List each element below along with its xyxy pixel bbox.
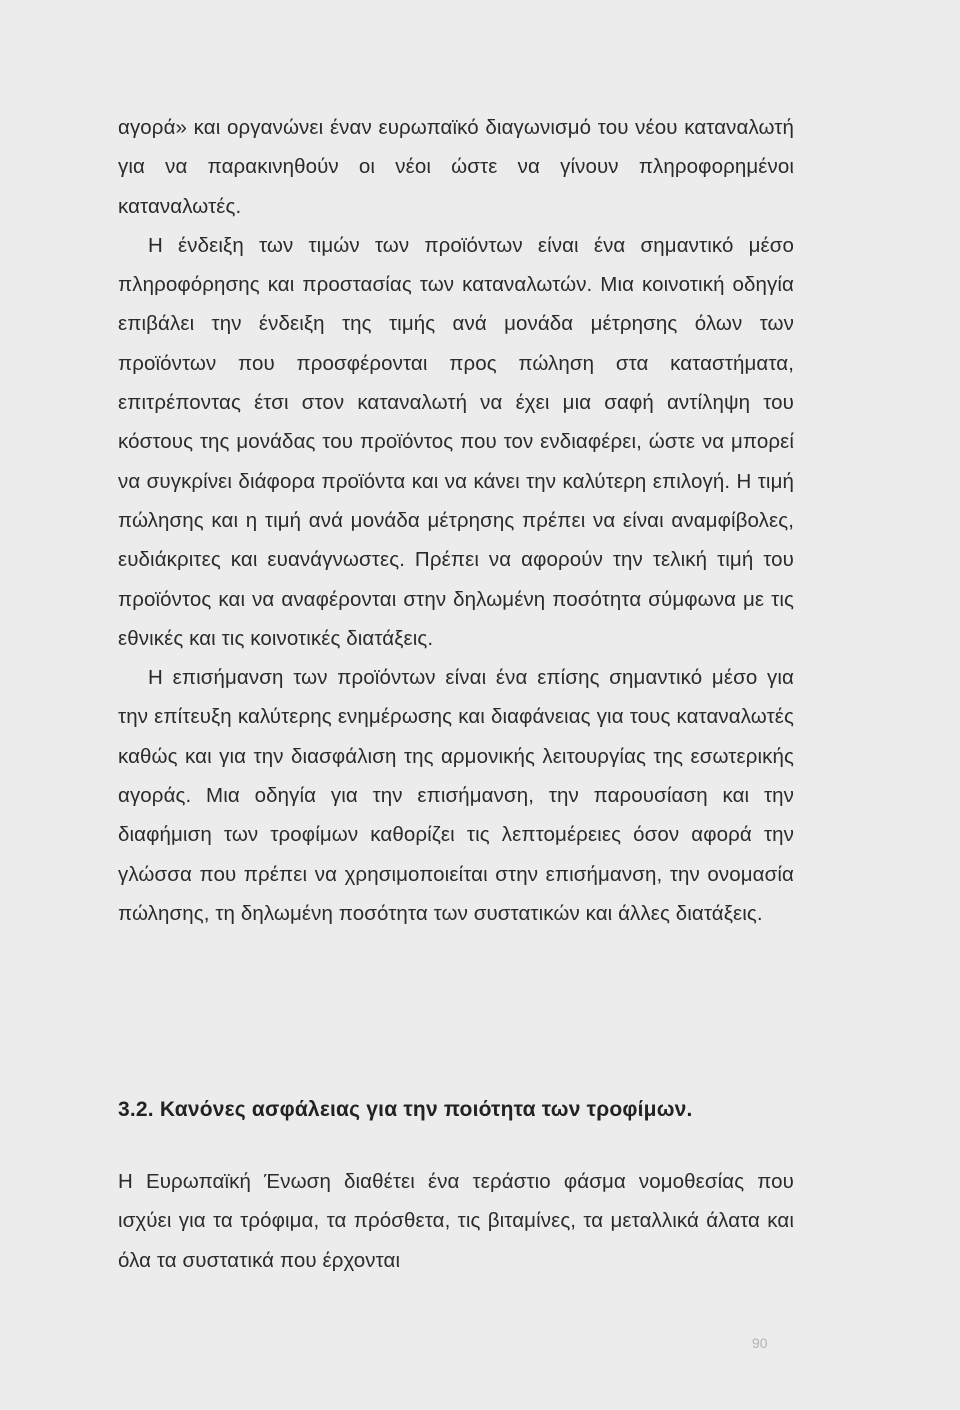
body-text-lower bbox=[118, 1162, 794, 1280]
body-text-upper bbox=[118, 108, 794, 933]
paragraph-labelling: Η επισήμανση των προϊόντων είναι ένα επίσης σημαντικό μέσο για την επίτευξη καλύτερης ενημέρωσης και διαφάνειας για τους καταναλωτές καθώς και για την διασφάλιση της αρμονικής λειτουργίας της εσωτερικής αγοράς. Μια οδηγία για την επισήμανση, την παρουσίαση και την διαφήμιση των τροφίμων καθορίζει τις λεπτομέρειες όσον αφορά την γλώσσα που πρέπει να χρησιμοποιείται στην επισήμανση, την ονομασία πώλησης, τη δηλωμένη ποσότητα των συστατικών και άλλες διατάξεις. bbox=[118, 666, 794, 925]
paragraph-price-indication: Η ένδειξη των τιμών των προϊόντων είναι ένα σημαντικό μέσο πληροφόρησης και προστασίας των καταναλωτών. Μια κοινοτική οδηγία επιβάλει την ένδειξη της τιμής ανά μονάδα μέτρησης όλων των προϊόντων που προσφέρονται προς πώληση στα καταστήματα, επιτρέποντας έτσι στον καταναλωτή να έχει μια σαφή αντίληψη του κόστους της μονάδας του προϊόντος που τον ενδιαφέρει, ώστε να μπορεί να συγκρίνει διάφορα προϊόντα και να κάνει την καλύτερη επιλογή. Η τιμή πώλησης και η τιμή ανά μονάδα μέτρησης πρέπει να είναι αναμφίβολες, ευδιάκριτες και ευανάγνωστες. Πρέπει να αφορούν την τελική τιμή του προϊόντος και να αναφέρονται στην δηλωμένη ποσότητα σύμφωνα με τις εθνικές και τις κοινοτικές διατάξεις. bbox=[118, 233, 794, 650]
section-heading bbox=[118, 1098, 693, 1122]
paragraph-consumer-competition: αγορά» και οργανώνει έναν ευρωπαϊκό διαγωνισμό του νέου καταναλωτή για να παρακινηθούν οι νέοι ώστε να γίνουν πληροφορημένοι καταναλωτές. bbox=[118, 116, 794, 218]
section-title: Κανόνες ασφάλειας για την ποιότητα των τροφίμων. bbox=[159, 1098, 693, 1121]
section-number: 3.2. bbox=[118, 1098, 154, 1121]
paragraph-eu-legislation: Η Ευρωπαϊκή Ένωση διαθέτει ένα τεράστιο φάσμα νομοθεσίας που ισχύει για τα τρόφιμα, τα πρόσθετα, τις βιταμίνες, τα μεταλλικά άλατα και όλα τα συστατικά που έρχονται bbox=[118, 1170, 794, 1272]
page-number: 90 bbox=[752, 1335, 768, 1351]
